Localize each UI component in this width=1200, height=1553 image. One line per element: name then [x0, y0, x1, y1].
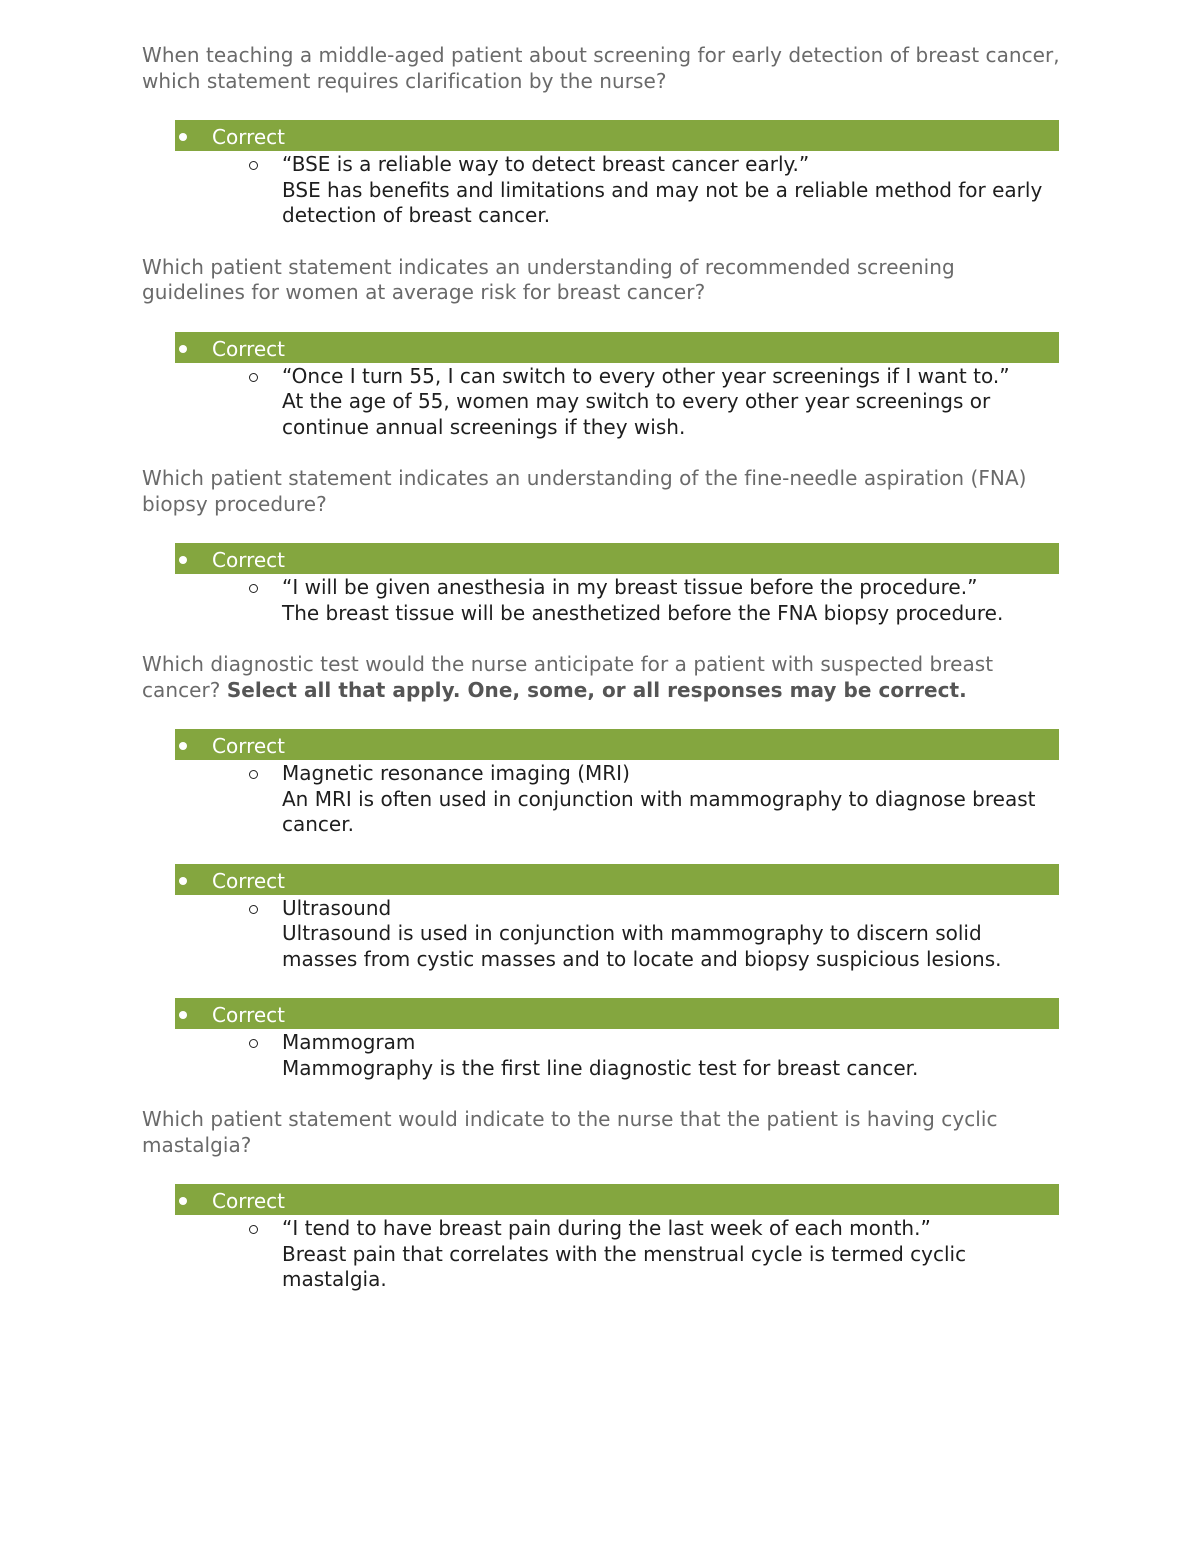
document-page: [142, 43, 1062, 1293]
answer-rationale: An MRI is often used in conjunction with mammography to diagnose breast cancer.: [282, 786, 1036, 836]
correct-answer-bar: [175, 729, 1059, 760]
answer-block: [175, 864, 1059, 973]
question-text: [142, 652, 1062, 703]
answer-choice: Ultrasound: [282, 895, 392, 920]
bullet-icon: [179, 345, 187, 353]
answer-rationale: Mammography is the first line diagnostic test for breast cancer.: [282, 1055, 919, 1080]
correct-answer-bar: [175, 1184, 1059, 1215]
bullet-icon: [179, 1011, 187, 1019]
bullet-icon: [179, 742, 187, 750]
question-text: Which patient statement indicates an understanding of the fine-needle aspiration (FNA) biopsy procedure?: [142, 466, 1027, 516]
circle-bullet-icon: [249, 770, 258, 779]
question-block-2: [142, 255, 1062, 441]
answer-detail: [175, 364, 1059, 441]
answer-block: [175, 543, 1059, 626]
bullet-icon: [179, 556, 187, 564]
circle-bullet-icon: [249, 1225, 258, 1234]
answer-status-label: Correct: [212, 548, 285, 572]
answer-block: [175, 332, 1059, 441]
answer-detail: [175, 896, 1059, 973]
correct-answer-bar: [175, 864, 1059, 895]
answer-detail: [175, 575, 1059, 626]
circle-bullet-icon: [249, 905, 258, 914]
question-main: Which diagnostic test would the nurse anticipate for a patient with suspected breast cancer?: [142, 652, 994, 702]
correct-answer-bar: [175, 332, 1059, 363]
question-text: Which patient statement would indicate to the nurse that the patient is having cyclic mastalgia?: [142, 1107, 998, 1157]
answer-status-label: Correct: [212, 1189, 285, 1213]
correct-answer-bar: [175, 998, 1059, 1029]
answer-status-label: Correct: [212, 868, 285, 893]
answer-choice: Mammogram: [282, 1030, 416, 1054]
question-block-5: [142, 1107, 1062, 1293]
circle-bullet-icon: [249, 373, 258, 382]
answer-rationale: BSE has benefits and limitations and may not be a reliable method for early detection of breast cancer.: [282, 177, 1043, 227]
circle-bullet-icon: [249, 1039, 258, 1048]
answer-detail: [175, 761, 1059, 838]
answer-choice: Magnetic resonance imaging (MRI): [282, 761, 630, 785]
circle-bullet-icon: [249, 161, 258, 170]
answer-choice: “I tend to have breast pain during the last week of each month.”: [282, 1216, 931, 1240]
answer-detail: [175, 152, 1059, 229]
answer-rationale: At the age of 55, women may switch to every other year screenings or continue annual screenings if they wish.: [282, 389, 991, 439]
answer-rationale: Ultrasound is used in conjunction with mammography to discern solid masses from cystic masses and to locate and biopsy suspicious lesions.: [282, 921, 1002, 971]
circle-bullet-icon: [249, 584, 258, 593]
answer-block: [175, 729, 1059, 838]
answer-status-label: Correct: [212, 1003, 285, 1027]
answer-block: [175, 998, 1059, 1081]
bullet-icon: [179, 133, 187, 141]
answer-status-label: Correct: [212, 734, 285, 758]
correct-answer-bar: [175, 543, 1059, 574]
answer-block: [175, 120, 1059, 229]
answer-choice: “I will be given anesthesia in my breast tissue before the procedure.”: [282, 575, 978, 599]
answer-choice: “Once I turn 55, I can switch to every other year screenings if I want to.”: [282, 363, 1010, 388]
question-block-1: [142, 43, 1062, 229]
question-instruction: Select all that apply. One, some, or all responses may be correct.: [226, 677, 967, 702]
answer-detail: [175, 1030, 1059, 1081]
answer-status-label: Correct: [212, 125, 285, 149]
correct-answer-bar: [175, 120, 1059, 151]
answer-choice: “BSE is a reliable way to detect breast cancer early.”: [282, 152, 810, 176]
answer-detail: [175, 1216, 1059, 1293]
bullet-icon: [179, 877, 187, 885]
answer-status-label: Correct: [212, 336, 285, 361]
question-block-4: [142, 652, 1062, 1081]
question-text: Which patient statement indicates an understanding of recommended screening guidelines for women at average risk for breast cancer?: [142, 254, 955, 304]
question-text: When teaching a middle-aged patient about screening for early detection of breast cancer, which statement requires clarification by the nurse?: [142, 43, 1060, 93]
answer-rationale: Breast pain that correlates with the menstrual cycle is termed cyclic mastalgia.: [282, 1241, 967, 1291]
bullet-icon: [179, 1197, 187, 1205]
answer-block: [175, 1184, 1059, 1293]
answer-rationale: The breast tissue will be anesthetized before the FNA biopsy procedure.: [282, 600, 1004, 625]
question-block-3: [142, 466, 1062, 626]
